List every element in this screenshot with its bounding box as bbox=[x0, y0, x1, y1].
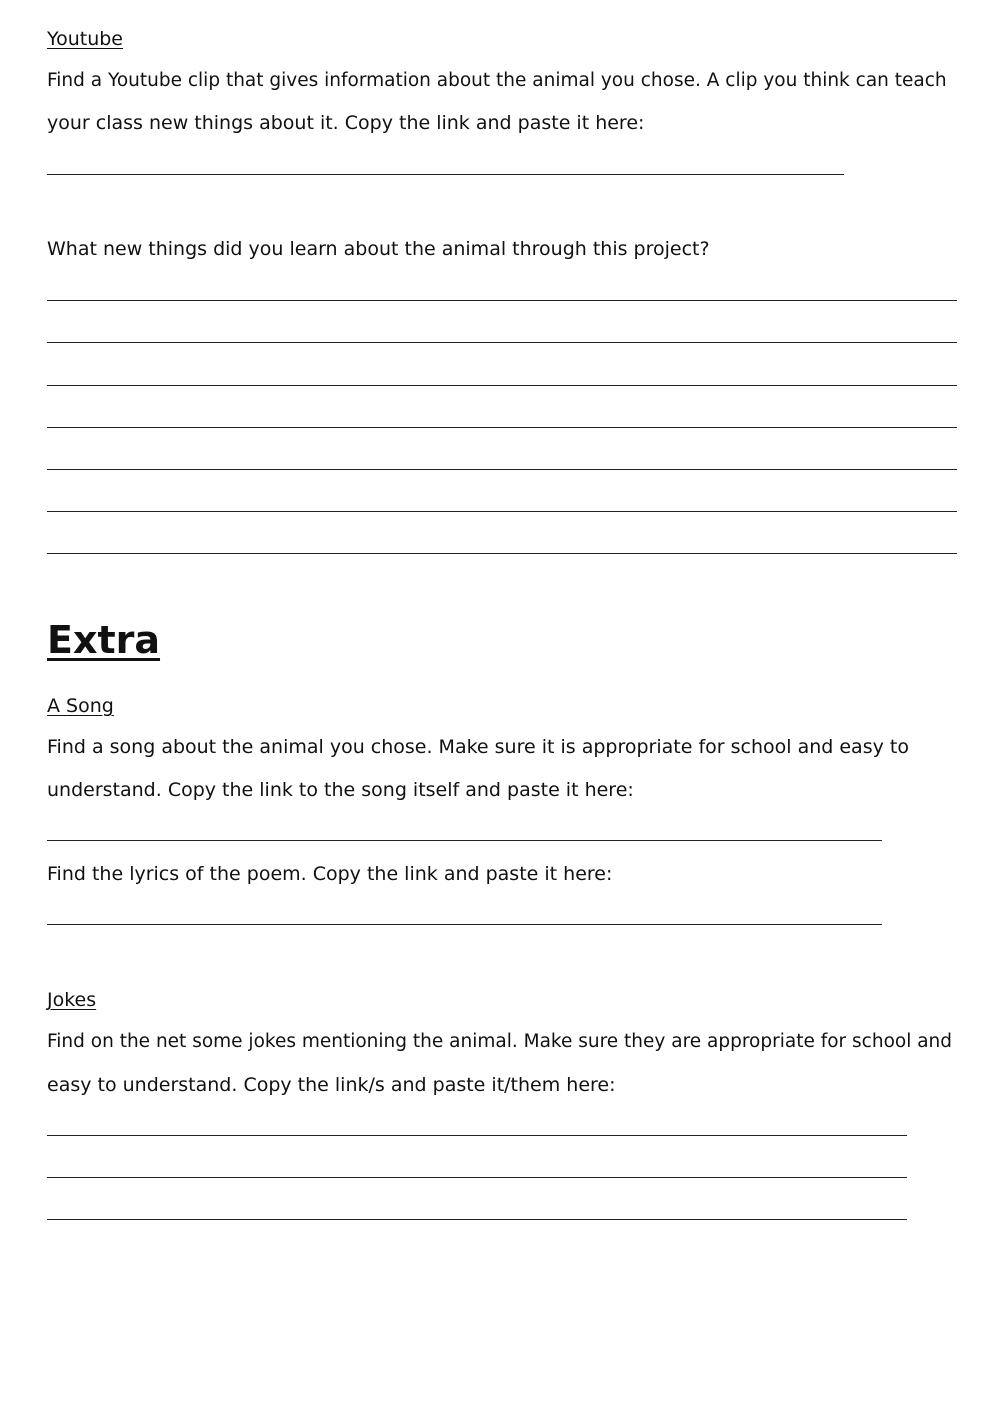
learned-question: What new things did you learn about the animal through this project? bbox=[47, 238, 710, 260]
extra-heading: Extra bbox=[47, 618, 161, 662]
jokes-answer-line-2[interactable] bbox=[47, 1177, 907, 1178]
jokes-answer-line-3[interactable] bbox=[47, 1219, 907, 1220]
learned-answer-line-3[interactable] bbox=[47, 385, 957, 386]
lyrics-link-answer-line[interactable] bbox=[47, 924, 882, 925]
song-link-answer-line[interactable] bbox=[47, 840, 882, 841]
jokes-title: Jokes bbox=[47, 989, 97, 1011]
jokes-instruction-line2: easy to understand. Copy the link/s and paste it/them here: bbox=[47, 1074, 616, 1096]
youtube-link-answer-line[interactable] bbox=[47, 174, 844, 175]
learned-answer-line-4[interactable] bbox=[47, 427, 957, 428]
jokes-answer-line-1[interactable] bbox=[47, 1135, 907, 1136]
learned-answer-line-6[interactable] bbox=[47, 511, 957, 512]
song-instruction-line2: understand. Copy the link to the song itself and paste it here: bbox=[47, 779, 634, 801]
youtube-title: Youtube bbox=[47, 28, 123, 50]
learned-answer-line-7[interactable] bbox=[47, 553, 957, 554]
learned-answer-line-1[interactable] bbox=[47, 300, 957, 301]
jokes-instruction-line1: Find on the net some jokes mentioning the animal. Make sure they are appropriate for school and bbox=[47, 1031, 953, 1052]
youtube-instruction-line2: your class new things about it. Copy the link and paste it here: bbox=[47, 112, 645, 134]
lyrics-prompt: Find the lyrics of the poem. Copy the link and paste it here: bbox=[47, 863, 613, 885]
song-title: A Song bbox=[47, 695, 114, 717]
learned-answer-line-5[interactable] bbox=[47, 469, 957, 470]
song-instruction-line1: Find a song about the animal you chose. Make sure it is appropriate for school and easy to bbox=[47, 736, 909, 758]
learned-answer-line-2[interactable] bbox=[47, 342, 957, 343]
youtube-instruction-line1: Find a Youtube clip that gives information about the animal you chose. A clip you think can teach bbox=[47, 70, 947, 91]
